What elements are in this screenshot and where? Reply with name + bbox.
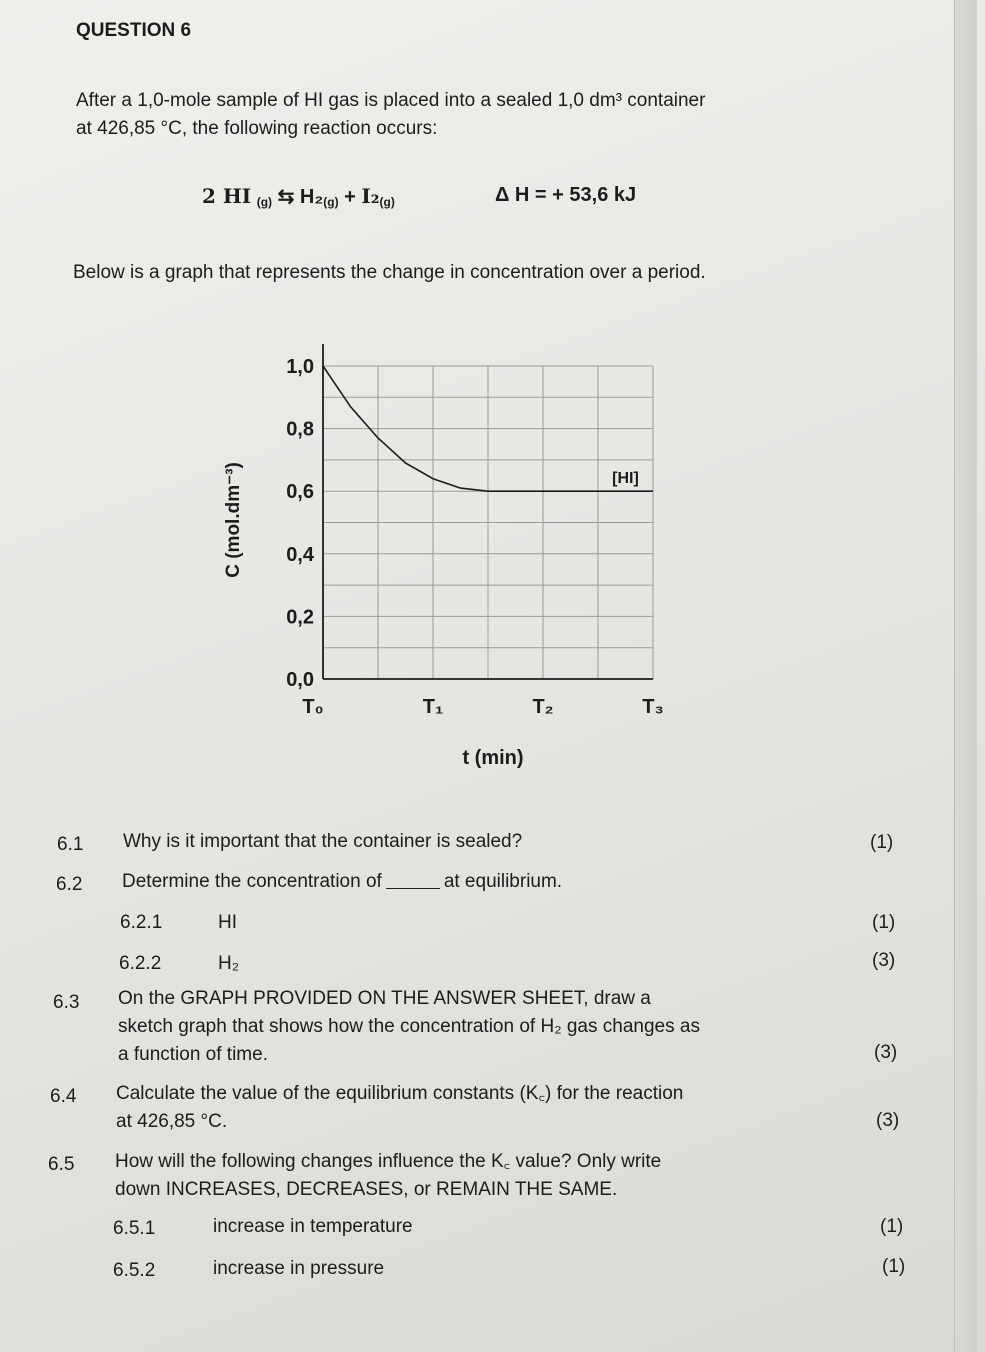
q6-2-1-mark: (1) [872,912,896,933]
eq-reactant: 2 HI [202,184,252,208]
eq-i2-state: (g) [379,195,395,209]
eq-h2: H₂ [299,186,324,208]
eq-h2-state: (g) [323,195,339,209]
eq-hi-state: (g) [256,195,273,209]
chart-grid [323,366,653,679]
x-tick-label: T₀ [302,696,324,718]
q6-3-line-3: a function of time. [118,1044,268,1065]
q6-4-line-1: Calculate the value of the equilibrium constants (K꜀) for the reaction [116,1083,684,1104]
q6-5-2-number: 6.5.2 [113,1260,156,1281]
q6-3-line-1: On the GRAPH PROVIDED ON THE ANSWER SHEET, draw a [118,988,651,1009]
graph-intro: Below is a graph that represents the change in concentration over a period. [73,262,706,283]
y-tick-label: 0,6 [286,481,314,504]
q6-3-line-2: sketch graph that shows how the concentration of H₂ gas changes as [118,1016,700,1037]
q6-2-1-number: 6.2.1 [120,912,163,933]
q6-3-text [118,985,700,1069]
q6-4-text [116,1080,683,1136]
q6-1-number: 6.1 [57,834,84,855]
enthalpy-change: Δ H = + 53,6 kJ [495,184,637,206]
q6-2-text [122,868,562,896]
q6-5-1-mark: (1) [880,1216,904,1237]
q6-2-1-text: HI [218,912,237,933]
q6-3-number: 6.3 [53,992,80,1013]
y-tick-label: 0,4 [286,543,314,566]
x-tick-label: T₁ [422,696,444,718]
q6-2-2-mark: (3) [872,950,896,971]
q6-5-2-text: increase in pressure [213,1258,385,1279]
q6-2-2-text: H₂ [218,953,240,974]
answer-blank [386,888,440,889]
eq-plus: + [344,186,356,208]
q6-5-text [115,1148,661,1204]
x-axis-label: t (min) [462,747,524,769]
intro-line-1: After a 1,0-mole sample of HI gas is placed into a sealed 1,0 dm³ container [76,90,706,111]
eq-i2: I₂ [361,184,380,208]
y-tick-label: 1,0 [286,356,314,378]
q6-2-text-b: at equilibrium. [443,871,563,892]
q6-5-1-text: increase in temperature [213,1216,413,1237]
chart-ticks [286,356,664,718]
q6-1-text: Why is it important that the container is sealed? [123,831,523,852]
q6-2-number: 6.2 [56,874,83,895]
q6-5-number: 6.5 [48,1154,75,1175]
series-label-hi: [HI] [612,470,639,488]
y-tick-label: 0,8 [286,418,314,441]
x-tick-label: T₂ [532,696,554,718]
q6-4-line-2: at 426,85 °C. [116,1111,228,1132]
q6-5-2-mark: (1) [882,1256,906,1277]
q6-5-line-2: down INCREASES, DECREASES, or REMAIN THE SAME. [115,1179,618,1200]
q6-5-line-1: How will the following changes influence the K꜀ value? Only write [115,1151,662,1172]
y-tick-label: 0,0 [286,669,314,691]
q6-2-2-number: 6.2.2 [119,953,162,974]
q6-3-mark: (3) [874,1042,898,1063]
q6-2-text-a: Determine the concentration of [122,871,382,892]
y-tick-label: 0,2 [286,606,314,629]
q6-1-mark: (1) [870,832,894,853]
x-tick-label: T₃ [642,696,664,718]
q6-4-number: 6.4 [50,1086,77,1107]
question-title: QUESTION 6 [76,20,192,41]
intro-line-2: at 426,85 °C, the following reaction occurs: [76,118,438,139]
eq-arrow: ⇆ [277,186,295,208]
q6-4-mark: (3) [876,1110,900,1131]
y-axis-label: C (mol.dm⁻³) [223,462,244,578]
q6-5-1-number: 6.5.1 [113,1218,156,1239]
